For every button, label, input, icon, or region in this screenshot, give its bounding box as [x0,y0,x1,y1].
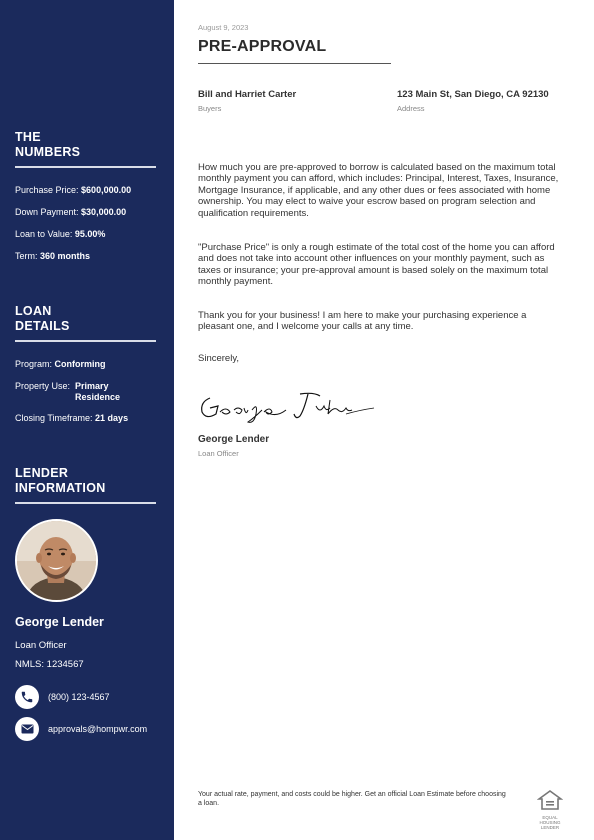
numbers-heading: THE NUMBERS [15,130,81,159]
down-payment-row [15,207,156,218]
document-date: August 9, 2023 [198,23,249,32]
lender-name: George Lender [15,615,104,629]
loan-details-section [15,304,156,424]
closing-salutation: Sincerely, [198,353,240,364]
property-use-row [15,381,156,403]
equal-housing-lender-logo [535,790,565,830]
page-title: PRE-APPROVAL [198,38,327,55]
ltv-value: 95.00% [74,229,106,239]
lender-info-section [15,466,156,504]
title-divider [198,63,391,64]
paragraph-calculation: How much you are pre-approved to borrow is calculated based on the maximum total monthly payment you can afford, which includes: Principal, Interest, Taxes, Insurance, Mortgage Insurance, if applicable, and any other dues or fees associated with home ownership. You may elect to waive your escrow based on program selection and qualification requirements. [198,162,559,219]
term-value: 360 months [40,251,91,261]
closing-timeframe-row [15,413,156,424]
buyers-label: Buyers [198,104,222,113]
down-payment-label: Down Payment: [15,207,79,217]
buyers-block [198,89,296,113]
signer-title: Loan Officer [198,449,239,458]
address-block [397,89,549,113]
term-row [15,251,156,262]
closing-timeframe-value: 21 days [95,413,129,423]
equal-housing-lender-text: EQUAL HOUSING LENDER [539,815,561,830]
purchase-price-label: Purchase Price: [15,185,79,195]
numbers-divider [15,166,156,168]
purchase-price-row [15,185,156,196]
numbers-section [15,130,156,262]
sidebar [0,0,174,840]
program-label: Program: [15,359,53,369]
buyers-name: Bill and Harriet Carter [198,89,297,100]
lender-info-divider [15,502,156,504]
envelope-icon [15,717,39,741]
lender-nmls: NMLS: 1234567 [15,659,84,670]
program-value: Conforming [54,359,106,369]
ltv-row [15,229,156,240]
down-payment-value: $30,000.00 [81,207,127,217]
lender-info-heading: LENDER INFORMATION [15,466,106,495]
signature [196,388,376,433]
closing-timeframe-label: Closing Timeframe: [15,413,93,423]
phone-number[interactable]: (800) 123-4567 [48,692,110,702]
loan-details-heading: LOAN DETAILS [15,304,70,333]
lender-role: Loan Officer [15,640,67,651]
disclaimer-footer: Your actual rate, payment, and costs could be higher. Get an official Loan Estimate before choosing a loan. [198,791,506,807]
ltv-label: Loan to Value: [15,229,73,239]
property-address: 123 Main St, San Diego, CA 92130 [397,89,549,100]
lender-avatar [15,519,98,602]
email-contact[interactable] [15,717,147,741]
loan-details-divider [15,340,156,342]
email-address[interactable]: approvals@hompwr.com [48,724,148,734]
term-label: Term: [15,251,38,261]
property-use-label: Property Use: [15,381,71,391]
address-label: Address [397,104,425,113]
purchase-price-value: $600,000.00 [81,185,132,195]
program-row [15,359,156,370]
phone-contact[interactable] [15,685,110,709]
lender-photo-icon [17,521,96,600]
paragraph-purchase-price: "Purchase Price" is only a rough estimate of the total cost of the home you can afford and does not take into account other influences on your monthly payment, such as taxes or insurance; your pre-approval amount is based solely on the maximum total monthly payment. [198,242,555,288]
signer-name: George Lender [198,434,270,445]
paragraph-thanks: Thank you for your business! I am here to make your purchasing experience a pleasant one, and I welcome your calls at any time. [198,310,527,333]
property-use-value: Primary Residence [75,381,121,402]
equal-housing-lender-icon [537,790,563,810]
phone-icon [15,685,39,709]
